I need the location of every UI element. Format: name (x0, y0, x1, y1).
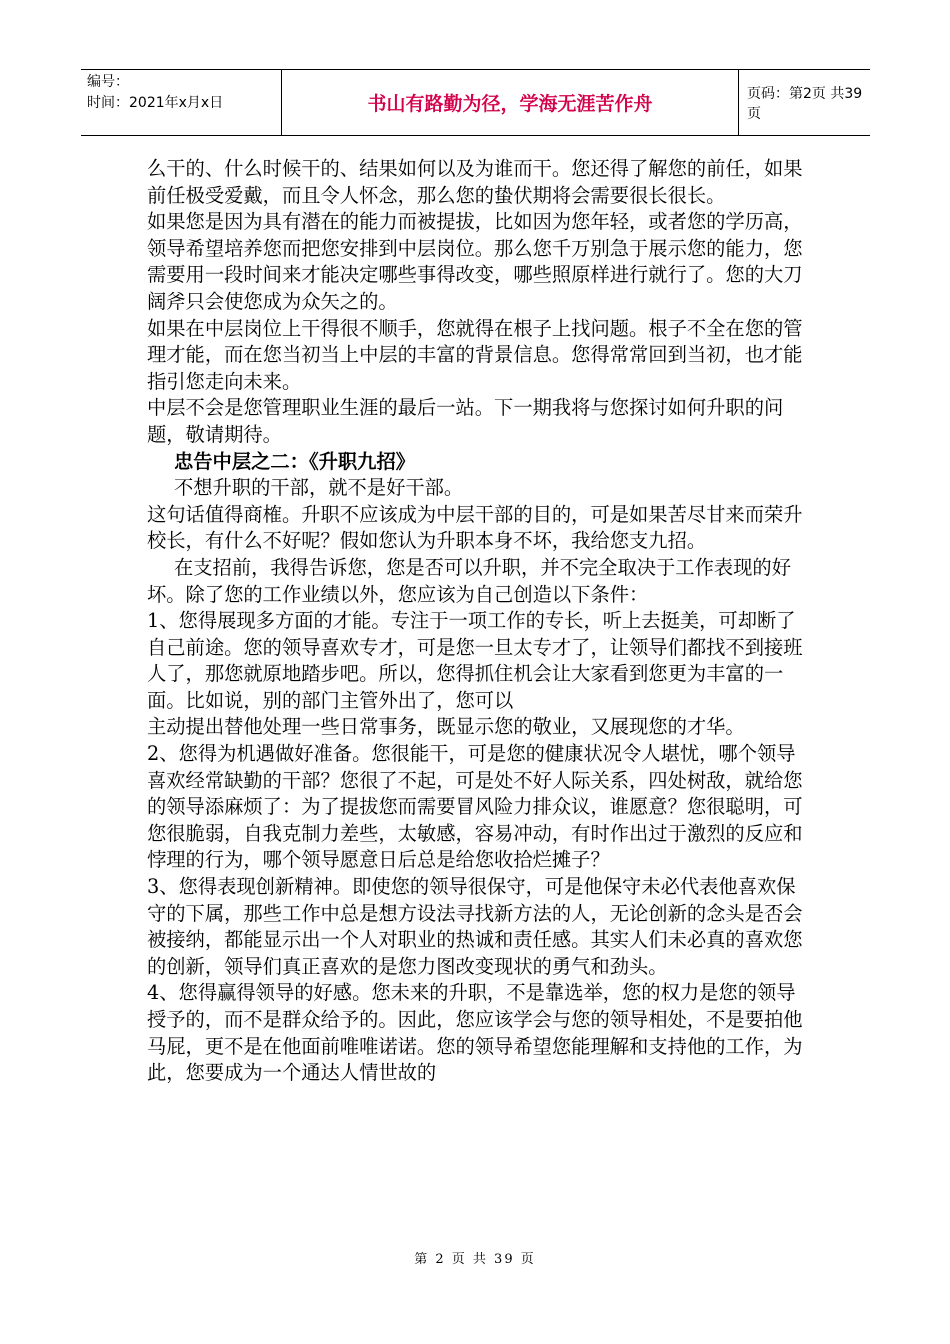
time-label: 时间：2021年x月x日 (87, 95, 224, 111)
page-code: 页码：第2页 共39页 (747, 85, 863, 122)
paragraph: 这句话值得商榷。升职不应该成为中层干部的目的，可是如果苦尽甘来而荣升校长，有什么不好呢？假如您认为升职本身不坏，我给您支九招。 (147, 502, 803, 553)
header-meta (81, 70, 282, 135)
paragraph: 1、您得展现多方面的才能。专注于一项工作的专长，听上去挺美，可却断了自己前途。您的领导喜欢专才，可是您一旦太专才了，让领导们都找不到接班人了，那您就原地踏步吧。所以，您得抓住机会让大家看到您更为丰富的一面。比如说，别的部门主管外出了，您可以 (147, 609, 803, 712)
page-header (81, 69, 870, 136)
paragraph: 么干的、什么时候干的、结果如何以及为谁而干。您还得了解您的前任，如果前任极受爱戴，而且令人怀念，那么您的蛰伏期将会需要很长很长。 (147, 157, 803, 207)
paragraph: 不想升职的干部，就不是好干部。 (174, 476, 464, 500)
number-label: 编号： (87, 74, 129, 90)
section-heading: 忠告中层之二：《升职九招》 (174, 449, 416, 473)
header-motto-cell (282, 70, 739, 135)
paragraph: 中层不会是您管理职业生涯的最后一站。下一期我将与您探讨如何升职的问题，敬请期待。 (147, 396, 784, 446)
motto: 书山有路勤为径，学海无涯苦作舟 (367, 93, 653, 115)
document-body (147, 156, 812, 1087)
paragraph: 在支招前，我得告诉您，您是否可以升职，并不完全取决于工作表现的好坏。除了您的工作业绩以外，您应该为自己创造以下条件： (147, 555, 791, 606)
paragraph: 主动提出替他处理一些日常事务，既显示您的敬业，又展现您的才华。 (147, 715, 745, 739)
paragraph: 4、您得赢得领导的好感。您未来的升职，不是靠选举，您的权力是您的领导授予的，而不是群众给予的。因此，您应该学会与您的领导相处，不是要拍他马屁，更不是在他面前唯唯诺诺。您的领导希望您能理解和支持他的工作，为此，您要成为一个通达人情世故的 (147, 981, 803, 1085)
page-footer: 第 2 页 共 39 页 (414, 1252, 536, 1267)
paragraph: 如果在中层岗位上干得很不顺手，您就得在根子上找问题。根子不全在您的管理才能，而在您当初当上中层的丰富的背景信息。您得常常回到当初，也才能指引您走向未来。 (147, 316, 803, 393)
header-page-code-cell (739, 70, 870, 135)
paragraph: 2、您得为机遇做好准备。您很能干，可是您的健康状况令人堪忧，哪个领导喜欢经常缺勤的干部？您很了不起，可是处不好人际关系，四处树敌，就给您的领导添麻烦了：为了提拔您而需要冒风险力排众议，谁愿意？您很聪明，可您很脆弱，自我克制力差些，太敏感，容易冲动，有时作出过于激烈的反应和悖理的行为，哪个领导愿意日后总是给您收拾烂摊子？ (147, 742, 803, 872)
paragraph: 3、您得表现创新精神。即使您的领导很保守，可是他保守未必代表他喜欢保守的下属，那些工作中总是想方设法寻找新方法的人，无论创新的念头是否会被接纳，都能显示出一个人对职业的热诚和责任感。其实人们未必真的喜欢您的创新，领导们真正喜欢的是您力图改变现状的勇气和劲头。 (147, 875, 803, 978)
paragraph: 如果您是因为具有潜在的能力而被提拔，比如因为您年轻，或者您的学历高，领导希望培养您而把您安排到中层岗位。那么您千万别急于展示您的能力，您需要用一段时间来才能决定哪些事得改变，哪些照原样进行就行了。您的大刀阔斧只会使您成为众矢之的。 (147, 210, 803, 313)
